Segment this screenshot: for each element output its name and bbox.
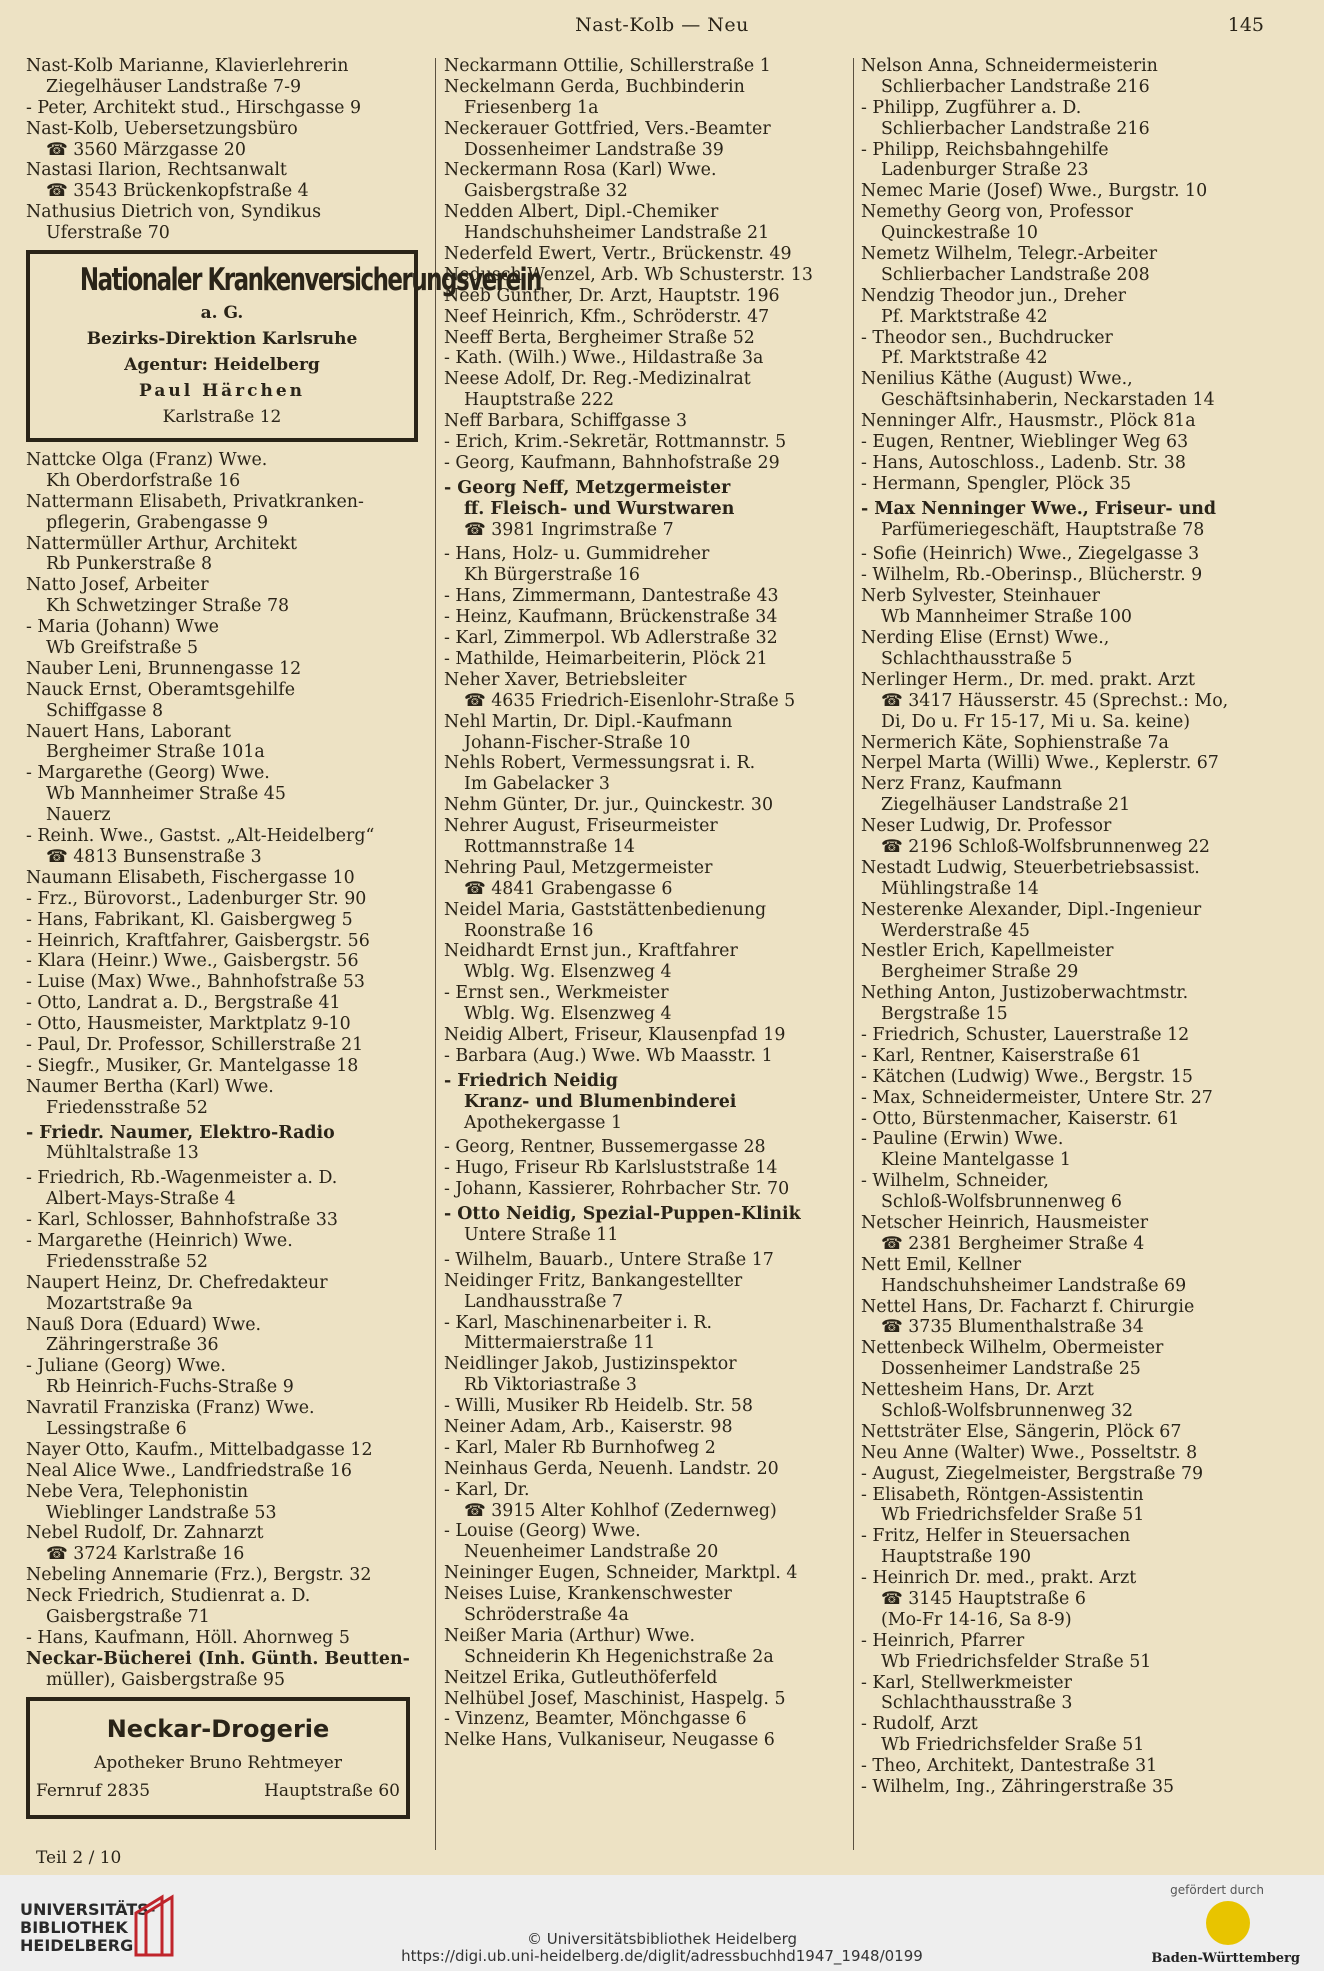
- entry-line: Nermerich Käte, Sophienstraße 7a: [861, 732, 1169, 753]
- entry-line: Neuenheimer Landstraße 20: [464, 1542, 719, 1563]
- entry-line: Nattermann Elisabeth, Privatkranken-: [26, 491, 364, 512]
- entry-line: Schlierbacher Landstraße 216: [881, 76, 1150, 97]
- entry-line: Nelke Hans, Vulkaniseur, Neugasse 6: [444, 1730, 775, 1751]
- entry-line: ☎ 3724 Karlstraße 16: [46, 1544, 245, 1565]
- entry-line: - Karl, Dr.: [444, 1479, 530, 1500]
- funder: Baden-Württemberg: [1151, 1951, 1300, 1966]
- entry-line: Nerding Elise (Ernst) Wwe.,: [861, 628, 1110, 649]
- entries-block: [26, 450, 426, 1691]
- entry-line: - Karl, Zimmerpol. Wb Adlerstraße 32: [444, 628, 778, 649]
- entry-line: - Karl, Stellwerkmeister: [861, 1672, 1072, 1693]
- entry-line: - Philipp, Zugführer a. D.: [861, 97, 1082, 118]
- entry-line: Rb Viktoriastraße 3: [464, 1375, 637, 1396]
- ad-line: a. G.: [200, 303, 244, 324]
- entry-line: Nettesheim Hans, Dr. Arzt: [861, 1380, 1094, 1401]
- entry-line: Nehls Robert, Vermessungsrat i. R.: [444, 753, 756, 774]
- entry-line: - Philipp, Reichsbahngehilfe: [861, 139, 1109, 160]
- entry-line: - Theo, Architekt, Dantestraße 31: [861, 1756, 1158, 1777]
- entry-line: Neckerauer Gottfried, Vers.-Beamter: [444, 118, 771, 139]
- entry-line: Roonstraße 16: [464, 920, 594, 941]
- entry-line: Neidhardt Ernst jun., Kraftfahrer: [444, 941, 738, 962]
- ad-line: Agentur: Heidelberg: [124, 355, 320, 376]
- page-number: 145: [1227, 14, 1264, 36]
- entry-line: - Wilhelm, Ing., Zähringerstraße 35: [861, 1777, 1175, 1798]
- entry-line: Nehring Paul, Metzgermeister: [444, 857, 713, 878]
- entry-line: Nemethy Georg von, Professor: [861, 202, 1133, 223]
- entry-line: ☎ 3145 Hauptstraße 6: [881, 1589, 1086, 1610]
- entry-line: Kleine Mantelgasse 1: [881, 1150, 1071, 1171]
- entry-line: Nathusius Dietrich von, Syndikus: [26, 202, 322, 223]
- entry-line: Nestadt Ludwig, Steuerbetriebsassist.: [861, 857, 1200, 878]
- entry-line: Landhausstraße 7: [464, 1291, 624, 1312]
- entry-line: Neidlinger Jakob, Justizinspektor: [444, 1354, 737, 1375]
- part-label: Teil 2 / 10: [36, 1848, 122, 1868]
- ad-phone: Fernruf 2835: [36, 1780, 151, 1801]
- entry-line: Neidinger Fritz, Bankangestellter: [444, 1270, 743, 1291]
- entry-line: - Vinzenz, Beamter, Mönchgasse 6: [444, 1709, 747, 1730]
- entry-line: - Siegfr., Musiker, Gr. Mantelgasse 18: [26, 1055, 359, 1076]
- entry-line: Schlierbacher Landstraße 208: [881, 264, 1150, 285]
- entry-line: - Rudolf, Arzt: [861, 1714, 978, 1735]
- entry-line: Nerpel Marta (Willi) Wwe., Keplerstr. 67: [861, 753, 1219, 774]
- entry-line: Nedusch Wenzel, Arb. Wb Schusterstr. 13: [444, 264, 813, 285]
- entry-line: Neinhaus Gerda, Neuenh. Landstr. 20: [444, 1458, 779, 1479]
- entry-line: Apothekergasse 1: [464, 1112, 623, 1133]
- entry-line: Nedden Albert, Dipl.-Chemiker: [444, 202, 719, 223]
- entry-line: Kh Oberdorfstraße 16: [46, 470, 241, 491]
- entry-line: - Frz., Bürovorst., Ladenburger Str. 90: [26, 888, 367, 909]
- entry-line: - Friedrich, Schuster, Lauerstraße 12: [861, 1024, 1190, 1045]
- entry-line: Naumann Elisabeth, Fischergasse 10: [26, 867, 355, 888]
- running-title: Nast-Kolb — Neu: [575, 14, 749, 36]
- entry-line: - Elisabeth, Röntgen-Assistentin: [861, 1484, 1144, 1505]
- entry-line: - Heinrich, Kraftfahrer, Gaisbergstr. 56: [26, 930, 370, 951]
- entry-line: Ladenburger Straße 23: [881, 160, 1089, 181]
- entry-line: Schloß-Wolfsbrunnenweg 6: [881, 1192, 1122, 1213]
- entry-line: Schlachthausstraße 3: [881, 1693, 1073, 1714]
- entry-line: Wb Mannheimer Straße 45: [46, 784, 286, 805]
- entries-block: [26, 56, 426, 244]
- entry-line: Nauerz: [46, 805, 111, 826]
- entry-line: - Luise (Max) Wwe., Bahnhofstraße 53: [26, 972, 365, 993]
- entry-line: - Kätchen (Ludwig) Wwe., Bergstr. 15: [861, 1066, 1193, 1087]
- column-rule: [435, 58, 436, 1850]
- entry-line: - Otto, Bürstenmacher, Kaiserstr. 61: [861, 1108, 1180, 1129]
- entry-line: - Juliane (Georg) Wwe.: [26, 1356, 226, 1377]
- entry-line: Quinckestraße 10: [881, 223, 1038, 244]
- entry-line: - Eugen, Rentner, Wieblinger Weg 63: [861, 432, 1189, 453]
- entry-line: Gaisbergstraße 71: [46, 1607, 210, 1627]
- entry-line: - Ernst sen., Werkmeister: [444, 983, 669, 1004]
- entry-line: - Maria (Johann) Wwe: [26, 617, 219, 638]
- entry-line: Nebe Vera, Telephonistin: [26, 1481, 249, 1502]
- entry-line: Nauert Hans, Laborant: [26, 721, 232, 742]
- entry-line: - Georg, Kaufmann, Bahnhofstraße 29: [444, 452, 780, 473]
- entry-line: - Max Nenninger Wwe., Friseur- und: [861, 498, 1217, 519]
- state-emblem-icon: [1206, 1901, 1250, 1945]
- ad-line: Paul Härchen: [139, 381, 305, 402]
- entry-line: ☎ 4635 Friedrich-Eisenlohr-Straße 5: [464, 690, 796, 711]
- entry-line: - Mathilde, Heimarbeiterin, Plöck 21: [444, 648, 768, 669]
- entry-line: Rottmannstraße 14: [464, 836, 635, 857]
- entry-line: Parfümeriegeschäft, Hauptstraße 78: [881, 519, 1205, 540]
- ad-line: Bezirks-Direktion Karlsruhe: [86, 329, 358, 350]
- entry-line: Nastasi Ilarion, Rechtsanwalt: [26, 160, 287, 181]
- entry-line: Wieblinger Landstraße 53: [46, 1502, 277, 1523]
- entry-line: Rb Heinrich-Fuchs-Straße 9: [46, 1377, 294, 1398]
- entry-line: Kh Bürgerstraße 16: [464, 565, 640, 586]
- entry-line: - Otto, Hausmeister, Marktplatz 9-10: [26, 1014, 351, 1035]
- entry-line: ☎ 3915 Alter Kohlhof (Zedernweg): [464, 1500, 777, 1521]
- entry-line: Werderstraße 45: [881, 920, 1030, 941]
- entry-line: Pf. Marktstraße 42: [881, 306, 1048, 327]
- ad-line: Apotheker Bruno Rehtmeyer: [94, 1752, 342, 1773]
- entry-line: - Pauline (Erwin) Wwe.: [861, 1129, 1064, 1150]
- entry-line: Nattermüller Arthur, Architekt: [26, 533, 298, 554]
- entry-line: Johann-Fischer-Straße 10: [464, 732, 691, 753]
- entry-line: ff. Fleisch- und Wurstwaren: [464, 498, 735, 519]
- entry-line: Nauber Leni, Brunnengasse 12: [26, 658, 302, 679]
- entry-line: Nenilius Käthe (August) Wwe.,: [861, 369, 1133, 390]
- entry-line: Nayer Otto, Kaufm., Mittelbadgasse 12: [26, 1439, 373, 1460]
- entry-line: Navratil Franziska (Franz) Wwe.: [26, 1398, 315, 1419]
- entry-line: pflegerin, Grabengasse 9: [46, 512, 269, 533]
- entry-line: Schlierbacher Landstraße 216: [881, 118, 1150, 139]
- entry-line: Nething Anton, Justizoberwachtmstr.: [861, 983, 1189, 1004]
- entry-line: Untere Straße 11: [464, 1224, 619, 1245]
- entry-line: Nerb Sylvester, Steinhauer: [861, 586, 1100, 607]
- entry-line: Ziegelhäuser Landstraße 7-9: [46, 76, 302, 97]
- entry-line: - Reinh. Wwe., Gastst. „Alt-Heidelberg“: [26, 826, 375, 847]
- entry-line: ☎ 3735 Blumenthalstraße 34: [881, 1317, 1144, 1338]
- entry-line: Bergstraße 15: [881, 1004, 1008, 1025]
- entry-line: Nettenbeck Wilhelm, Obermeister: [861, 1338, 1164, 1359]
- entry-line: Mittermaierstraße 11: [464, 1333, 656, 1354]
- entry-line: - Karl, Maler Rb Burnhofweg 2: [444, 1437, 716, 1458]
- entry-line: müller), Gaisbergstraße 95: [46, 1669, 286, 1690]
- entry-line: - Heinz, Kaufmann, Brückenstraße 34: [444, 607, 778, 628]
- entry-line: Dossenheimer Landstraße 39: [464, 139, 724, 160]
- entry-line: Friedensstraße 52: [46, 1097, 208, 1118]
- entry-line: - Heinrich, Pfarrer: [861, 1630, 1025, 1651]
- entry-line: Nettsträter Else, Sängerin, Plöck 67: [861, 1421, 1182, 1442]
- entry-line: Nebel Rudolf, Dr. Zahnarzt: [26, 1523, 264, 1544]
- entry-line: Neese Adolf, Dr. Reg.-Medizinalrat: [444, 369, 751, 390]
- entry-line: Naupert Heinz, Dr. Chefredakteur: [26, 1272, 328, 1293]
- entry-line: Bergheimer Straße 29: [881, 962, 1079, 983]
- library-name-line: HEIDELBERG: [20, 1936, 134, 1955]
- entry-line: Gaisbergstraße 32: [464, 181, 628, 202]
- entry-line: Neckar-Bücherei (Inh. Günth. Beutten-: [26, 1648, 410, 1669]
- column-2: [444, 56, 844, 1751]
- entry-line: Mühltalstraße 13: [46, 1143, 199, 1164]
- entry-line: Neff Barbara, Schiffgasse 3: [444, 411, 688, 432]
- entry-line: ☎ 4813 Bunsenstraße 3: [46, 846, 262, 867]
- entry-line: Schiffgasse 8: [46, 700, 164, 721]
- entry-line: Neiner Adam, Arb., Kaiserstr. 98: [444, 1417, 733, 1437]
- entry-line: Nederfeld Ewert, Vertr., Brückenstr. 49: [444, 244, 792, 265]
- entry-line: - Peter, Architekt stud., Hirschgasse 9: [26, 97, 362, 118]
- entry-line: Nendzig Theodor jun., Dreher: [861, 285, 1126, 306]
- entry-line: - Fritz, Helfer in Steuersachen: [861, 1526, 1131, 1547]
- entry-line: Schneiderin Kh Hegenichstraße 2a: [464, 1646, 774, 1667]
- entry-line: - Otto Neidig, Spezial-Puppen-Klinik: [444, 1204, 801, 1225]
- entry-line: Naumer Bertha (Karl) Wwe.: [26, 1076, 274, 1097]
- entry-line: ☎ 2196 Schloß-Wolfsbrunnenweg 22: [881, 836, 1210, 857]
- entry-line: ☎ 3981 Ingrimstraße 7: [464, 519, 674, 540]
- entry-line: Neher Xaver, Betriebsleiter: [444, 669, 687, 690]
- ad-address: Hauptstraße 60: [264, 1780, 400, 1801]
- column-3: [861, 56, 1271, 1798]
- entry-line: Zähringerstraße 36: [46, 1335, 219, 1356]
- entry-line: Nattcke Olga (Franz) Wwe.: [26, 450, 268, 471]
- entry-line: Wb Friedrichsfelder Sraße 51: [881, 1735, 1145, 1756]
- entry-line: - Margarethe (Heinrich) Wwe.: [26, 1230, 293, 1251]
- entry-line: - Hans, Kaufmann, Höll. Ahornweg 5: [26, 1627, 350, 1648]
- entry-line: - Louise (Georg) Wwe.: [444, 1521, 641, 1542]
- entry-line: - Hermann, Spengler, Plöck 35: [861, 473, 1132, 494]
- entry-line: Rb Punkerstraße 8: [46, 554, 213, 575]
- entry-line: Kranz- und Blumenbinderei: [464, 1091, 737, 1112]
- entry-line: - Friedr. Naumer, Elektro-Radio: [26, 1122, 335, 1143]
- entry-line: Uferstraße 70: [46, 223, 170, 244]
- entry-line: Wb Friedrichsfelder Straße 51: [881, 1651, 1152, 1672]
- entry-line: Schloß-Wolfsbrunnenweg 32: [881, 1401, 1134, 1421]
- entry-line: Lessingstraße 6: [46, 1418, 187, 1439]
- entry-line: Neckarmann Ottilie, Schillerstraße 1: [444, 56, 771, 76]
- entry-line: Ziegelhäuser Landstraße 21: [881, 795, 1131, 816]
- copyright: [0, 1931, 1324, 1965]
- column-rule: [853, 58, 854, 1850]
- entry-line: - Max, Schneidermeister, Untere Str. 27: [861, 1087, 1213, 1108]
- entry-line: Nauck Ernst, Oberamtsgehilfe: [26, 679, 296, 700]
- entry-line: Hauptstraße 222: [464, 390, 615, 411]
- entry-line: Mühlingstraße 14: [881, 878, 1039, 899]
- library-name-line: UNIVERSITÄTS-: [20, 1900, 156, 1919]
- entry-line: Wblg. Wg. Elsenzweg 4: [464, 1004, 672, 1025]
- entry-line: Neser Ludwig, Dr. Professor: [861, 816, 1112, 837]
- entry-line: Nehl Martin, Dr. Dipl.-Kaufmann: [444, 711, 733, 732]
- footer-bar: [0, 1875, 1324, 1971]
- entry-line: Nast-Kolb Marianne, Klavierlehrerin: [26, 56, 349, 76]
- entry-line: - Otto, Landrat a. D., Bergstraße 41: [26, 993, 341, 1014]
- entry-line: - Barbara (Aug.) Wwe. Wb Maasstr. 1: [444, 1045, 773, 1066]
- entry-line: Nettel Hans, Dr. Facharzt f. Chirurgie: [861, 1296, 1195, 1317]
- entry-line: Friedensstraße 52: [46, 1251, 208, 1272]
- page-header: [0, 14, 1324, 42]
- entry-line: Nemec Marie (Josef) Wwe., Burgstr. 10: [861, 181, 1208, 202]
- entry-line: - Heinrich Dr. med., prakt. Arzt: [861, 1568, 1137, 1589]
- entry-line: - Georg, Rentner, Bussemergasse 28: [444, 1137, 766, 1158]
- entry-line: Neininger Eugen, Schneider, Marktpl. 4: [444, 1563, 798, 1584]
- entry-line: - Friedrich, Rb.-Wagenmeister a. D.: [26, 1168, 338, 1189]
- entry-line: - Hans, Fabrikant, Kl. Gaisbergweg 5: [26, 909, 353, 930]
- entry-line: - Margarethe (Georg) Wwe.: [26, 763, 270, 784]
- entry-line: - Paul, Dr. Professor, Schillerstraße 21: [26, 1034, 364, 1055]
- entry-line: - Hans, Zimmermann, Dantestraße 43: [444, 586, 779, 607]
- entry-line: Nerz Franz, Kaufmann: [861, 774, 1062, 795]
- entry-line: ☎ 4841 Grabengasse 6: [464, 878, 673, 899]
- entry-line: Nenninger Alfr., Hausmstr., Plöck 81a: [861, 411, 1196, 432]
- entry-line: ☎ 2381 Bergheimer Straße 4: [881, 1233, 1145, 1254]
- entry-line: ☎ 3543 Brückenkopfstraße 4: [46, 181, 309, 202]
- entry-line: ☎ 3417 Häusserstr. 45 (Sprechst.: Mo,: [881, 690, 1229, 711]
- entry-line: Nehm Günter, Dr. jur., Quinckestr. 30: [444, 795, 774, 816]
- entry-line: Neckermann Rosa (Karl) Wwe.: [444, 160, 717, 181]
- entry-line: Pf. Marktstraße 42: [881, 348, 1048, 369]
- entry-line: Nauß Dora (Eduard) Wwe.: [26, 1314, 262, 1335]
- entry-line: - Karl, Maschinenarbeiter i. R.: [444, 1312, 713, 1333]
- entry-line: - Erich, Krim.-Sekretär, Rottmannstr. 5: [444, 432, 787, 453]
- entry-line: Nett Emil, Kellner: [861, 1254, 1022, 1275]
- entry-line: Handschuhsheimer Landstraße 21: [464, 223, 770, 244]
- entry-line: Neitzel Erika, Gutleuthöferfeld: [444, 1667, 718, 1688]
- entry-line: - Theodor sen., Buchdrucker: [861, 327, 1113, 348]
- entry-line: ☎ 3560 Märzgasse 20: [46, 139, 246, 160]
- entry-line: Nestler Erich, Kapellmeister: [861, 941, 1114, 962]
- entry-line: Im Gabelacker 3: [464, 774, 610, 795]
- entry-line: Geschäftsinhaberin, Neckarstaden 14: [881, 390, 1215, 411]
- funded-by: gefördert durch: [1170, 1883, 1264, 1897]
- ad-title: Nationaler Krankenversicherungsverein: [79, 262, 541, 299]
- copyright-text: © Universitätsbibliothek Heidelberg: [526, 1930, 797, 1948]
- ad-drogerie: [26, 1697, 410, 1819]
- entry-line: Nebeling Annemarie (Frz.), Bergstr. 32: [26, 1565, 372, 1586]
- entry-line: Nerlinger Herm., Dr. med. prakt. Arzt: [861, 669, 1196, 690]
- entry-line: Dossenheimer Landstraße 25: [881, 1359, 1141, 1380]
- entry-line: Schröderstraße 4a: [464, 1605, 629, 1626]
- entry-line: Neeff Berta, Bergheimer Straße 52: [444, 327, 755, 348]
- entry-line: - Johann, Kassierer, Rohrbacher Str. 70: [444, 1179, 790, 1200]
- entry-line: Neeb Günther, Dr. Arzt, Hauptstr. 196: [444, 285, 780, 306]
- entry-line: Mozartstraße 9a: [46, 1293, 193, 1314]
- entry-line: Neises Luise, Krankenschwester: [444, 1584, 732, 1605]
- ad-line: Karlstraße 12: [162, 407, 282, 428]
- entry-line: Wb Mannheimer Straße 100: [881, 607, 1133, 628]
- entry-line: Wb Greifstraße 5: [46, 638, 199, 659]
- entry-line: - August, Ziegelmeister, Bergstraße 79: [861, 1463, 1204, 1484]
- entry-line: Neu Anne (Walter) Wwe., Posseltstr. 8: [861, 1442, 1198, 1463]
- entry-line: Neef Heinrich, Kfm., Schröderstr. 47: [444, 306, 770, 327]
- entry-line: - Georg Neff, Metzgermeister: [444, 477, 731, 498]
- entry-line: Nesterenke Alexander, Dipl.-Ingenieur: [861, 899, 1202, 920]
- entry-line: Natto Josef, Arbeiter: [26, 575, 209, 596]
- entry-line: Neidig Albert, Friseur, Klausenpfad 19: [444, 1024, 786, 1045]
- entry-line: - Willi, Musiker Rb Heidelb. Str. 58: [444, 1396, 753, 1417]
- library-name-line: BIBLIOTHEK: [20, 1918, 128, 1937]
- entry-line: - Klara (Heinr.) Wwe., Gaisbergstr. 56: [26, 951, 359, 972]
- entry-line: Neißer Maria (Arthur) Wwe.: [444, 1625, 696, 1646]
- entry-line: - Hans, Autoschloss., Ladenb. Str. 38: [861, 452, 1186, 473]
- entry-line: - Kath. (Wilh.) Wwe., Hildastraße 3a: [444, 348, 764, 369]
- entry-line: - Sofie (Heinrich) Wwe., Ziegelgasse 3: [861, 544, 1200, 565]
- entry-line: Hauptstraße 190: [881, 1547, 1032, 1568]
- ad-title: Neckar-Drogerie: [106, 1714, 330, 1743]
- entry-line: Albert-Mays-Straße 4: [46, 1189, 236, 1210]
- entry-line: - Wilhelm, Rb.-Oberinsp., Blücherstr. 9: [861, 565, 1203, 586]
- entry-line: Neidel Maria, Gaststättenbedienung: [444, 899, 767, 920]
- entry-line: (Mo-Fr 14-16, Sa 8-9): [881, 1609, 1072, 1630]
- entry-line: - Karl, Schlosser, Bahnhofstraße 33: [26, 1210, 338, 1231]
- entry-line: Neckelmann Gerda, Buchbinderin: [444, 76, 745, 97]
- entry-line: Schlachthausstraße 5: [881, 648, 1073, 669]
- entry-line: - Wilhelm, Schneider,: [861, 1171, 1049, 1192]
- source-url[interactable]: https://digi.ub.uni-heidelberg.de/diglit/adressbuchhd1947_1948/0199: [401, 1947, 923, 1965]
- entry-line: Handschuhsheimer Landstraße 69: [881, 1275, 1187, 1296]
- entry-line: Bergheimer Straße 101a: [46, 742, 265, 763]
- entry-line: Nehrer August, Friseurmeister: [444, 816, 718, 837]
- entry-line: - Wilhelm, Bauarb., Untere Straße 17: [444, 1249, 774, 1270]
- entry-line: Nelson Anna, Schneidermeisterin: [861, 56, 1158, 76]
- entry-line: Di, Do u. Fr 15-17, Mi u. Sa. keine): [881, 711, 1191, 732]
- entry-line: Wblg. Wg. Elsenzweg 4: [464, 962, 672, 983]
- entry-line: Friesenberg 1a: [464, 97, 599, 118]
- entry-line: - Friedrich Neidig: [444, 1070, 618, 1091]
- entry-line: Kh Schwetzinger Straße 78: [46, 596, 290, 617]
- entry-line: Wb Friedrichsfelder Sraße 51: [881, 1505, 1145, 1526]
- entry-line: Nelhübel Josef, Maschinist, Haspelg. 5: [444, 1688, 786, 1709]
- entry-line: - Karl, Rentner, Kaiserstraße 61: [861, 1045, 1142, 1066]
- entry-line: Neck Friedrich, Studienrat a. D.: [26, 1586, 311, 1607]
- entry-line: Neal Alice Wwe., Landfriedstraße 16: [26, 1460, 352, 1481]
- entry-line: Nast-Kolb, Uebersetzungsbüro: [26, 118, 298, 139]
- entry-line: Nemetz Wilhelm, Telegr.-Arbeiter: [861, 244, 1158, 265]
- entry-line: - Hugo, Friseur Rb Karlsluststraße 14: [444, 1158, 778, 1179]
- entry-line: - Hans, Holz- u. Gummidreher: [444, 544, 710, 565]
- entry-line: Netscher Heinrich, Hausmeister: [861, 1212, 1149, 1233]
